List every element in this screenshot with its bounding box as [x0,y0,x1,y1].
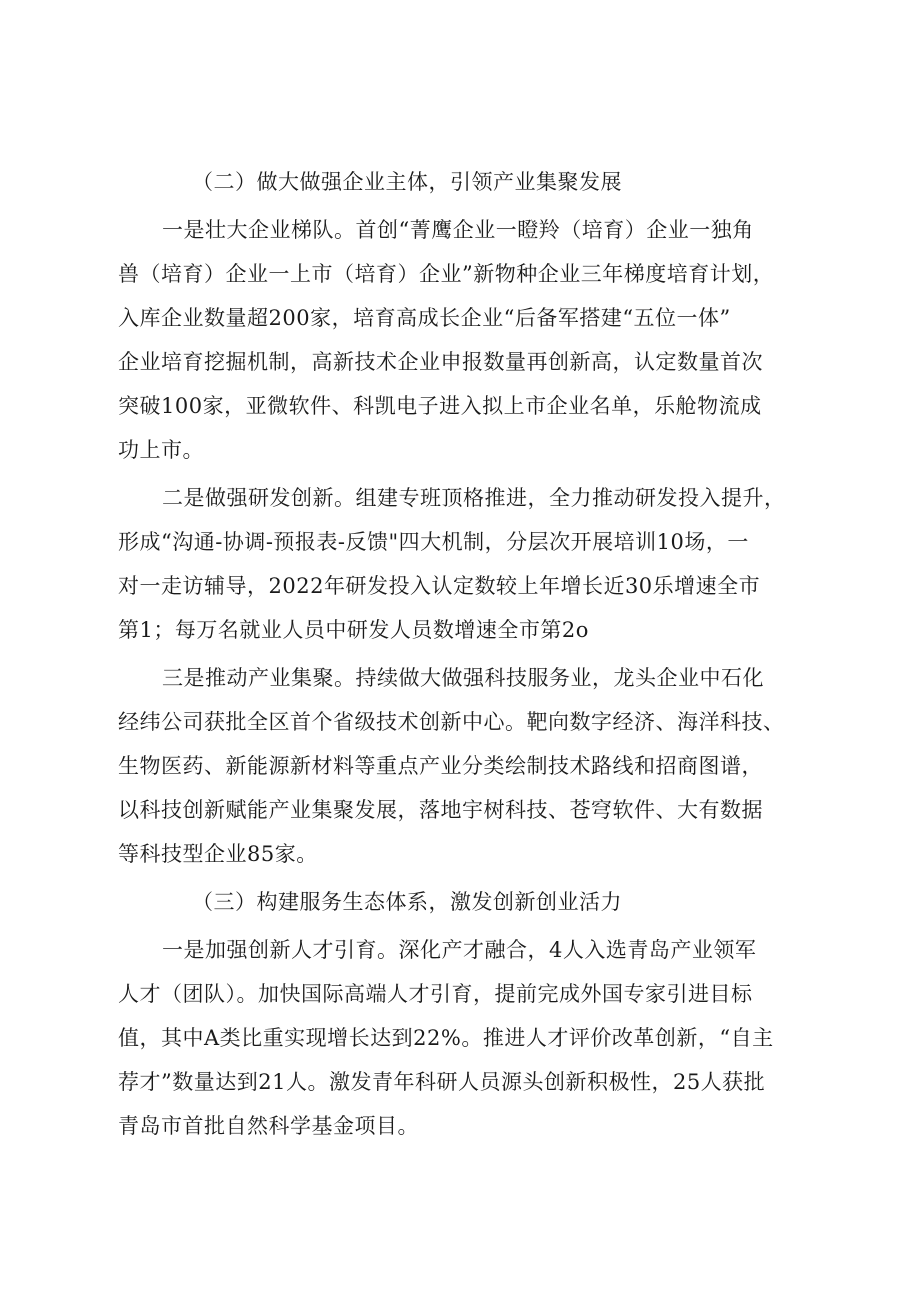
paragraph-line: 兽（培育）企业一上市（培育）企业”新物种企业三年梯度培育计划， [118,262,775,286]
paragraph-line: 企业培育挖掘机制，高新技术企业申报数量再创新高，认定数量首次 [118,350,763,374]
paragraph-line: 以科技创新赋能产业集聚发展，落地宇树科技、苍穹软件、大有数据 [118,798,763,822]
paragraph-line: 经纬公司获批全区首个省级技术创新中心。靶向数字经济、海洋科技、 [118,710,785,734]
paragraph-line: 对一走访辅导，2022年研发投入认定数较上年增长近30乐增速全市 [118,574,761,598]
document-body [118,160,810,1148]
paragraph-line: 青岛市首批自然科学基金项目。 [118,1114,419,1138]
section-heading-2: （二）做大做强企业主体，引领产业集聚发展 [192,170,622,194]
paragraph-line: 等科技型企业85家。 [118,842,318,866]
paragraph-line: 二是做强研发创新。组建专班顶格推进，全力推动研发投入提升， [162,486,786,510]
paragraph-line: 三是推动产业集聚。持续做大做强科技服务业，龙头企业中石化 [162,666,764,690]
paragraph-line: 一是壮大企业梯队。首创“菁鹰企业一瞪羚（培育）企业一独角 [162,218,754,242]
paragraph-line: 第1；每万名就业人员中研发人员数增速全市第2o [118,618,589,642]
paragraph-line: 荐才”数量达到21人。激发青年科研人员源头创新积极性，25人获批 [118,1070,766,1094]
paragraph-line: 突破100家，亚微软件、科凯电子进入拟上市企业名单，乐舱物流成 [118,394,762,418]
paragraph-line: 功上市。 [118,438,204,462]
section-heading-3: （三）构建服务生态体系，激发创新创业活力 [192,890,622,914]
paragraph-line: 一是加强创新人才引育。深化产才融合，4人入选青岛产业领军 [162,938,757,962]
paragraph-line: 形成“沟通-协调-预报表-反馈"四大机制，分层次开展培训10场，一 [118,530,749,554]
paragraph-line: 生物医药、新能源新材料等重点产业分类绘制技术路线和招商图谱， [118,754,763,778]
paragraph-line: 人才（团队）。加快国际高端人才引育，提前完成外国专家引进目标 [118,982,753,1006]
paragraph-line: 值，其中A类比重实现增长达到22%。推进人才评价改革创新，“自主 [118,1026,774,1050]
paragraph-line: 入库企业数量超200家，培育高成长企业“后备军搭建“五位一体” [118,306,731,330]
